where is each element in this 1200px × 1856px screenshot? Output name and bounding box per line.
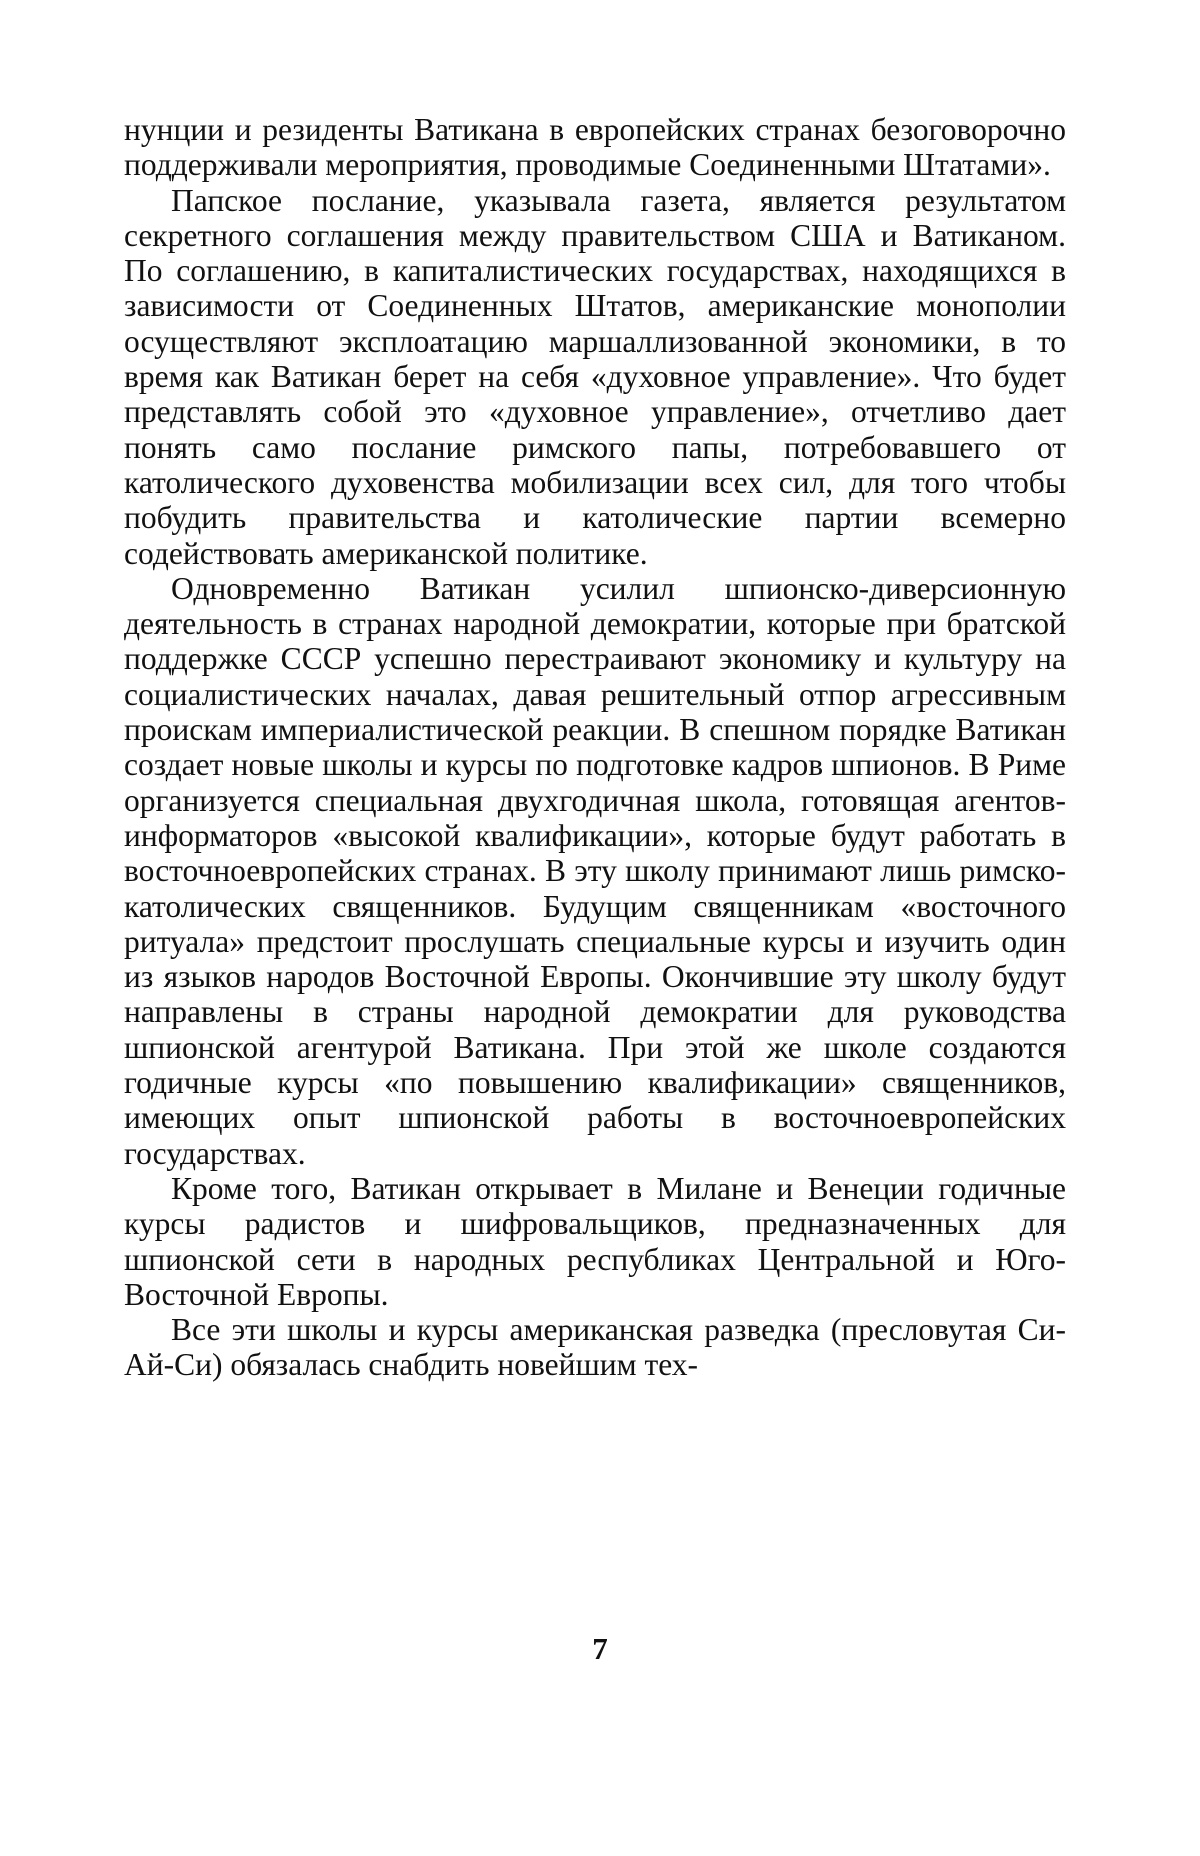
page-number: 7	[592, 1631, 608, 1666]
paragraph-1: нунции и резиденты Ватикана в европейских странах безоговорочно поддерживали мероприятия, проводимые Соединенными Штатами».	[124, 112, 1066, 183]
paragraph-3: Одновременно Ватикан усилил шпионско-диверсионную деятельность в странах народной демократии, которые при братской поддержке СССР успешно перестраивают экономику и культуру на социалистических началах, давая решительный отпор агрессивным проискам империалистической реакции. В спешном порядке Ватикан создает новые школы и курсы по подготовке кадров шпионов. В Риме организуется специальная двухгодичная школа, готовящая агентов-информаторов «высокой квалификации», которые будут работать в восточноевропейских странах. В эту школу принимают лишь римско-католических священников. Будущим священникам «восточного ритуала» предстоит прослушать специальные курсы и изучить один из языков народов Восточной Европы. Окончившие эту школу будут направлены в страны народной демократии для руководства шпионской агентурой Ватикана. При этой же школе создаются годичные курсы «по повышению квалификации» священников, имеющих опыт шпионской работы в восточноевропейских государствах.	[124, 570, 1066, 1171]
body-text	[124, 112, 1066, 1383]
paragraph-4: Кроме того, Ватикан открывает в Милане и Венеции годичные курсы радистов и шифровальщиков, предназначенных для шпионской сети в народных республиках Центральной и Юго-Восточной Европы.	[124, 1170, 1066, 1312]
paragraph-2: Папское послание, указывала газета, является результатом секретного соглашения между правительством США и Ватиканом. По соглашению, в капиталистических государствах, находящихся в зависимости от Соединенных Штатов, американские монополии осуществляют эксплоатацию маршаллизованной экономики, в то время как Ватикан берет на себя «духовное управление». Что будет представлять собой это «духовное управление», отчетливо дает понять само послание римского папы, потребовавшего от католического духовенства мобилизации всех сил, для того чтобы побудить правительства и католические партии всемерно содействовать американской политике.	[124, 182, 1066, 571]
paragraph-5: Все эти школы и курсы американская разведка (пресловутая Си-Ай-Си) обязалась снабдить новейшим тех-	[124, 1312, 1066, 1383]
